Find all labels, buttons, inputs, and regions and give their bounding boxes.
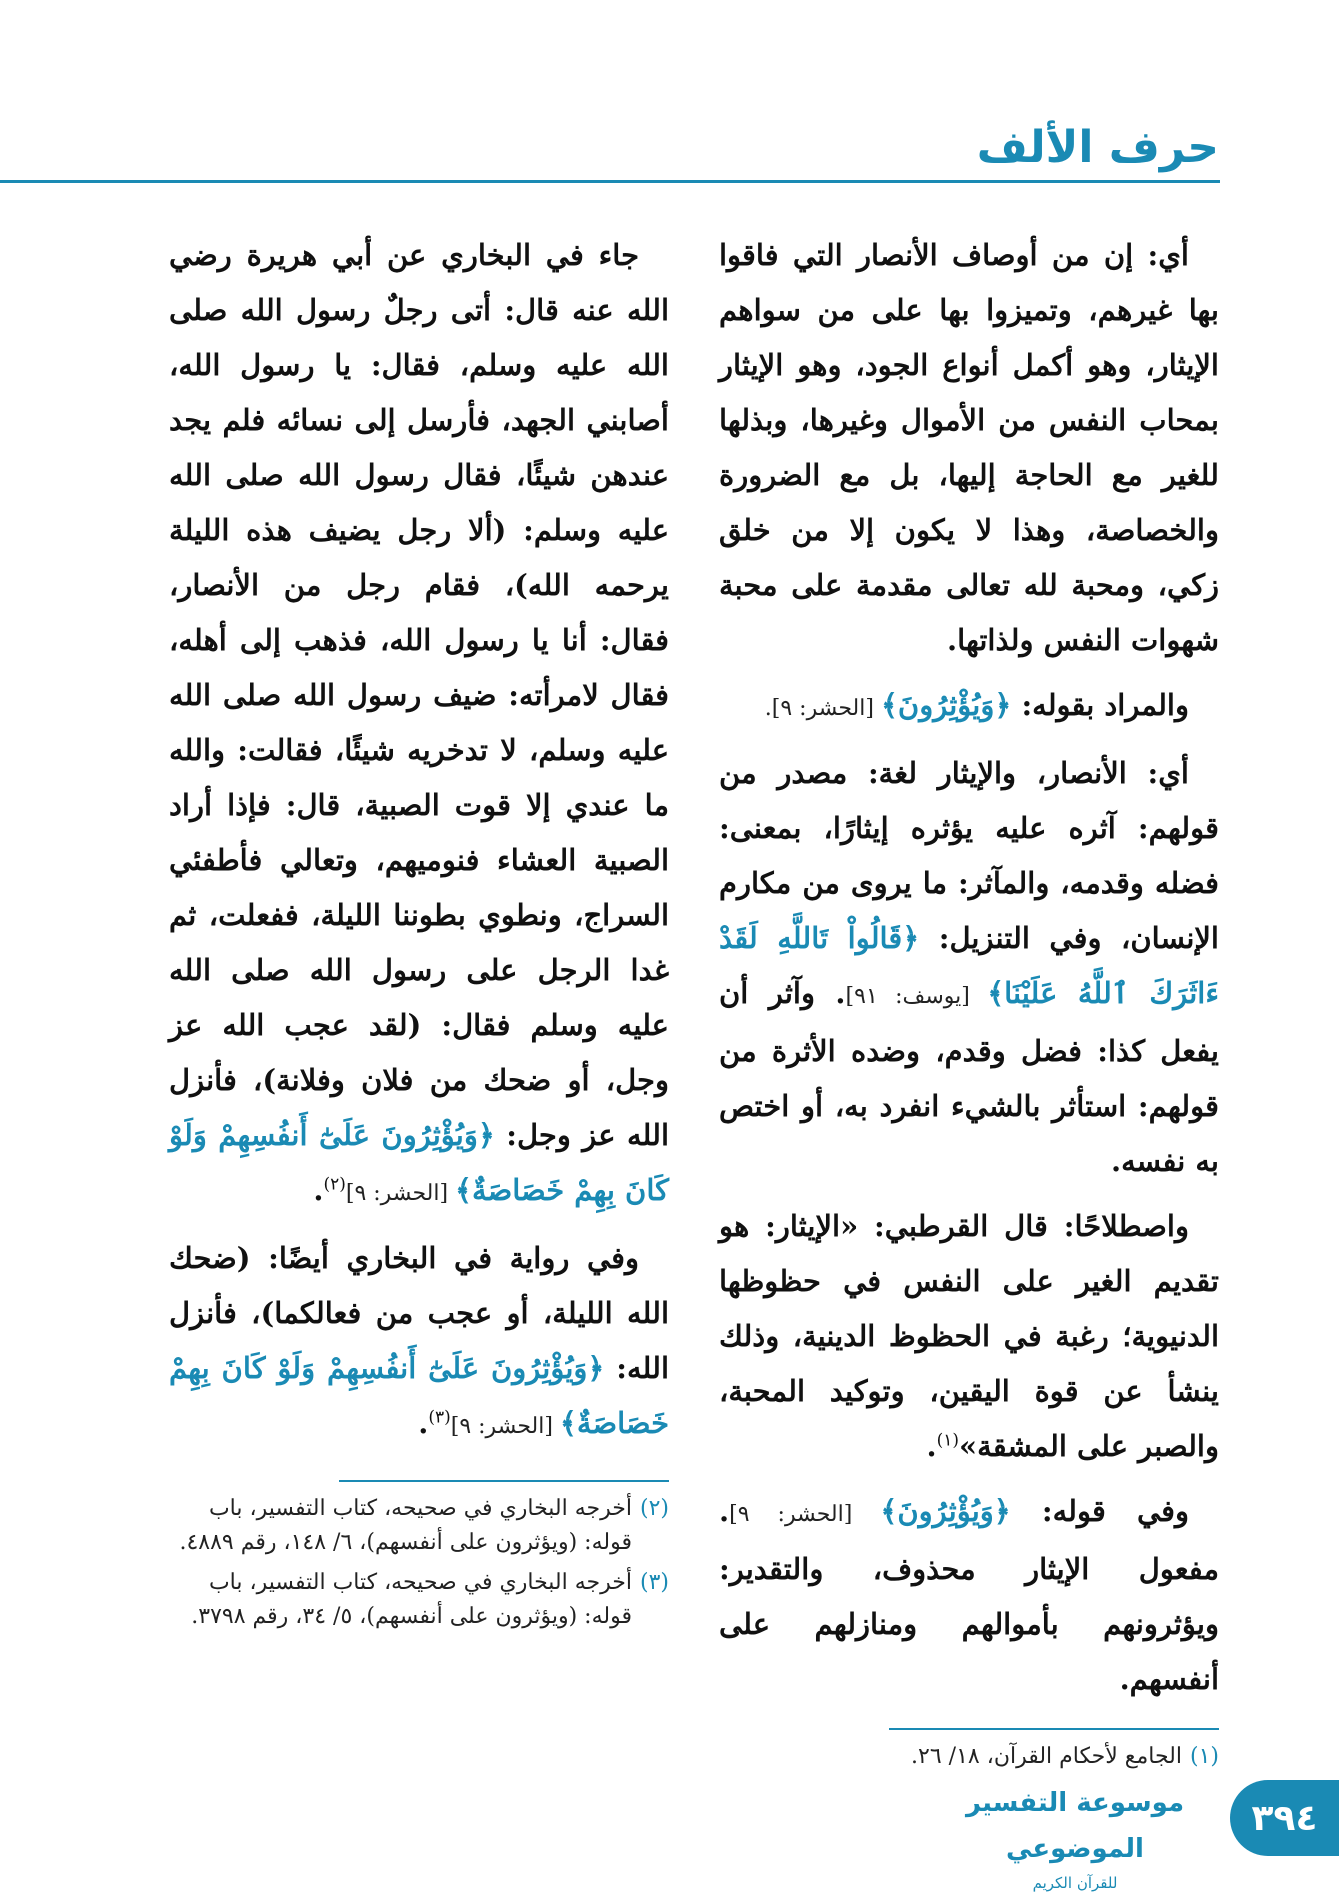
verse-citation: [الحشر: ٩]. bbox=[764, 696, 881, 721]
header-rule bbox=[0, 180, 1220, 183]
footnote: (٢) أخرجه البخاري في صحيحه، كتاب التفسير، باب قوله: (ويؤثرون على أنفسهم)، ٦/ ١٤٨، رقم ٤٨٨٩. bbox=[179, 1496, 669, 1555]
footnote: (٣) أخرجه البخاري في صحيحه، كتاب التفسير، باب قوله: (ويؤثرون على أنفسهم)، ٥/ ٣٤، رقم ٣٧٩٨. bbox=[191, 1570, 669, 1629]
verse-citation: [يوسف: ٩١] bbox=[845, 984, 988, 1009]
footnote-rule bbox=[339, 1480, 669, 1482]
footnotes-right bbox=[719, 1728, 1219, 1780]
paragraph: وفي قوله: ﴿وَيُؤْثِرُونَ﴾ [الحشر: ٩]. مفعول الإيثار محذوف، والتقدير: ويؤثرونهم بأموالهم ومنازلهم على أنفسهم. bbox=[719, 1494, 1219, 1696]
footnote-ref[interactable]: (٣) bbox=[428, 1407, 451, 1428]
quran-verse: ﴿وَيُؤْثِرُونَ﴾ bbox=[880, 688, 1012, 722]
verse-citation: [الحشر: ٩] bbox=[450, 1414, 560, 1439]
footnote-ref[interactable]: (١) bbox=[936, 1430, 960, 1451]
footnote: (١) الجامع لأحكام القرآن، ١٨/ ٢٦. bbox=[911, 1744, 1219, 1769]
verse-citation: [الحشر: ٩] bbox=[345, 1181, 456, 1206]
left-column bbox=[169, 228, 669, 1464]
quran-verse: ﴿قَالُواْ تَاللَّهِ لَقَدْ ءَاثَرَكَ ٱللَّهُ عَلَيْنَا﴾ bbox=[719, 921, 1219, 1010]
footnote-rule bbox=[889, 1728, 1219, 1730]
quran-verse: ﴿وَيُؤْثِرُونَ﴾ bbox=[880, 1494, 1011, 1528]
paragraph: جاء في البخاري عن أبي هريرة رضي الله عنه قال: أتى رجلٌ رسول الله صلى الله عليه وسلم، فقال: يا رسول الله، أصابني الجهد، فأرسل إلى نسائه فلم يجد عندهن شيئًا، فقال رسول الله صلى الله عليه وسلم: (ألا رجل يضيف هذه الليلة يرحمه الله)، فقام رجل من الأنصار، فقال: أنا يا رسول الله، فذهب إلى أهله، فقال لامرأته: ضيف رسول الله صلى الله عليه وسلم، لا تدخريه شيئًا، فقالت: والله ما عندي إلا قوت الصبية، قال: فإذا أراد الصبية العشاء فنوميهم، وتعالي فأطفئي السراج، ونطوي بطوننا الليلة، ففعلت، ثم غدا الرجل على رسول الله صلى الله عليه وسلم فقال: (لقد عجب الله عز وجل، أو ضحك من فلان وفلانة)، فأنزل الله عز وجل: ﴿وَيُؤْثِرُونَ عَلَىٰٓ أَنفُسِهِمْ وَلَوْ كَانَ بِهِمْ خَصَاصَةٌ﴾ [الحشر: ٩]$^{(٢)}$. bbox=[169, 238, 669, 1207]
paragraph: أي: الأنصار، والإيثار لغة: مصدر من قولهم: آثره عليه يؤثره إيثارًا، بمعنى: فضله وقدمه، والمآثر: ما يروى من مكارم الإنسان، وفي التنزيل: ﴿قَالُواْ تَاللَّهِ لَقَدْ ءَاثَرَكَ ٱللَّهُ عَلَيْنَا﴾ [يوسف: ٩١]. وآثر أن يفعل كذا: فضل وقدم، وضده الأثرة من قولهم: استأثر بالشيء انفرد به، أو اختص به نفسه. bbox=[719, 756, 1219, 1178]
footnote-ref[interactable]: (٢) bbox=[323, 1174, 346, 1195]
paragraph: واصطلاحًا: قال القرطبي: «الإيثار: هو تقديم الغير على النفس في حظوظها الدنيوية؛ رغبة في الحظوظ الدينية، وذلك ينشأ عن قوة اليقين، وتوكيد المحبة، والصبر على المشقة»$^{(١)}$. bbox=[719, 1209, 1219, 1463]
encyclopedia-logo: موسوعة التفسير الموضوعي للقرآن الكريم bbox=[965, 1788, 1185, 1892]
page-header-title: حرف الألف bbox=[976, 122, 1219, 173]
verse-citation: [الحشر: ٩] bbox=[729, 1502, 881, 1527]
paragraph: وفي رواية في البخاري أيضًا: (ضحك الله الليلة، أو عجب من فعالكما)، فأنزل الله: ﴿وَيُؤْثِرُونَ عَلَىٰٓ أَنفُسِهِمْ وَلَوْ كَانَ بِهِمْ خَصَاصَةٌ﴾ [الحشر: ٩]$^{(٣)}$. bbox=[169, 1241, 670, 1440]
paragraph: أي: إن من أوصاف الأنصار التي فاقوا بها غيرهم، وتميزوا بها على من سواهم الإيثار، وهو أكمل أنواع الجود، وهو الإيثار بمحاب النفس من الأموال وغيرها، وبذلها للغير مع الحاجة إليها، بل مع الضرورة والخصاصة، وهذا لا يكون إلا من خلق زكي، ومحبة لله تعالى مقدمة على محبة شهوات النفس ولذاتها. bbox=[719, 238, 1219, 657]
right-column bbox=[719, 228, 1219, 1717]
paragraph: والمراد بقوله: ﴿وَيُؤْثِرُونَ﴾ [الحشر: ٩]. bbox=[764, 688, 1189, 722]
quran-verse: ﴿وَيُؤْثِرُونَ عَلَىٰٓ أَنفُسِهِمْ وَلَوْ كَانَ بِهِمْ خَصَاصَةٌ﴾ bbox=[169, 1118, 669, 1207]
footnotes-left bbox=[169, 1480, 669, 1640]
quran-verse: ﴿وَيُؤْثِرُونَ عَلَىٰٓ أَنفُسِهِمْ وَلَوْ كَانَ بِهِمْ خَصَاصَةٌ﴾ bbox=[169, 1351, 669, 1440]
page-number: ٣٩٤ bbox=[1230, 1780, 1339, 1856]
